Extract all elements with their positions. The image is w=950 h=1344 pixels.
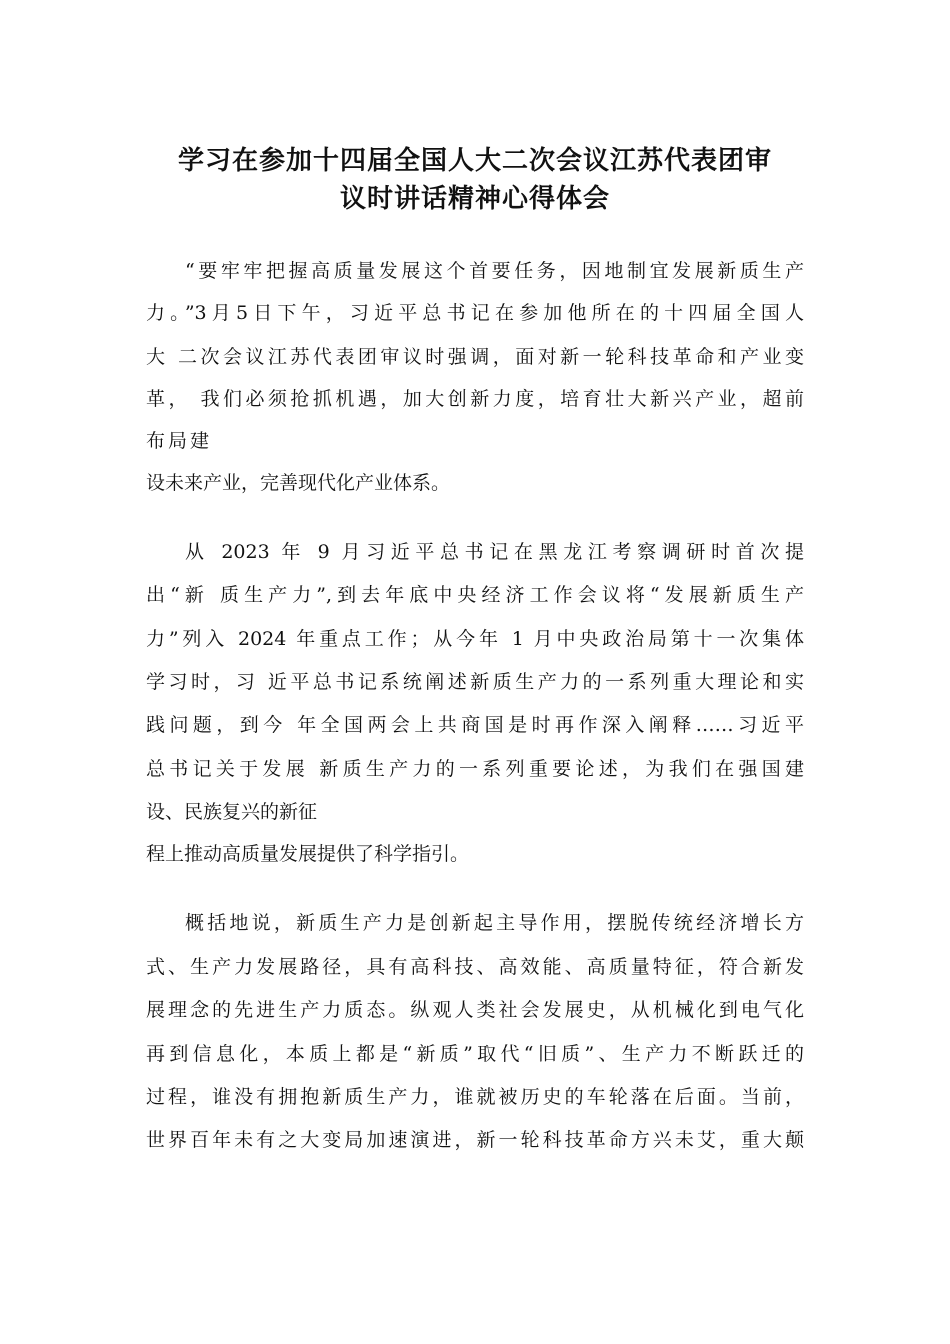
text-line: 力。”3月5日下午，习近平总书记在参加他所在的十四届全国人 (146, 302, 804, 324)
text-line: 设、民族复兴的新征 (146, 801, 318, 823)
text-line: 展理念的先进生产力质态。纵观人类社会发展史，从机械化到电气化 (146, 999, 804, 1021)
text-line: 从 2023 年 9 月习近平总书记在黑龙江考察调研时首次提 (185, 541, 804, 563)
text-line: 再到信息化，本质上都是“新质”取代“旧质”、生产力不断跃迁的 (146, 1043, 804, 1065)
text-line: 式、生产力发展路径，具有高科技、高效能、高质量特征，符合新发 (146, 956, 804, 978)
text-line: 践问题，到今 年全国两会上共商国是时再作深入阐释……习近平 (146, 714, 804, 736)
text-line: 概括地说，新质生产力是创新起主导作用，摆脱传统经济增长方 (185, 912, 804, 934)
text-line: 过程，谁没有拥抱新质生产力，谁就被历史的车轮落在后面。当前， (146, 1086, 804, 1108)
text-line: 世界百年未有之大变局加速演进，新一轮科技革命方兴未艾，重大颠 (146, 1129, 804, 1151)
text-line: 大 二次会议江苏代表团审议时强调，面对新一轮科技革命和产业变 (146, 346, 804, 368)
text-line: 布局建 (146, 430, 213, 452)
text-line: 出“新 质生产力”,到去年底中央经济工作会议将“发展新质生产 (146, 584, 804, 606)
text-line: 力”列入 2024 年重点工作；从今年 1 月中央政治局第十一次集体 (146, 628, 804, 650)
text-line: 总书记关于发展 新质生产力的一系列重要论述，为我们在强国建 (146, 758, 804, 780)
title-line: 议时讲话精神心得体会 (339, 184, 610, 214)
text-line: 程上推动高质量发展提供了科学指引。 (146, 843, 470, 865)
text-line: 设未来产业，完善现代化产业体系。 (146, 472, 451, 494)
document-title (140, 142, 810, 218)
text-line: “要牢牢把握高质量发展这个首要任务，因地制宜发展新质生产 (185, 260, 804, 282)
title-line: 学习在参加十四届全国人大二次会议江苏代表团审 (177, 146, 772, 176)
text-line: 学习时，习 近平总书记系统阐述新质生产力的一系列重大理论和实 (146, 671, 804, 693)
text-line: 革， 我们必须抢抓机遇，加大创新力度，培育壮大新兴产业，超前 (146, 388, 804, 410)
